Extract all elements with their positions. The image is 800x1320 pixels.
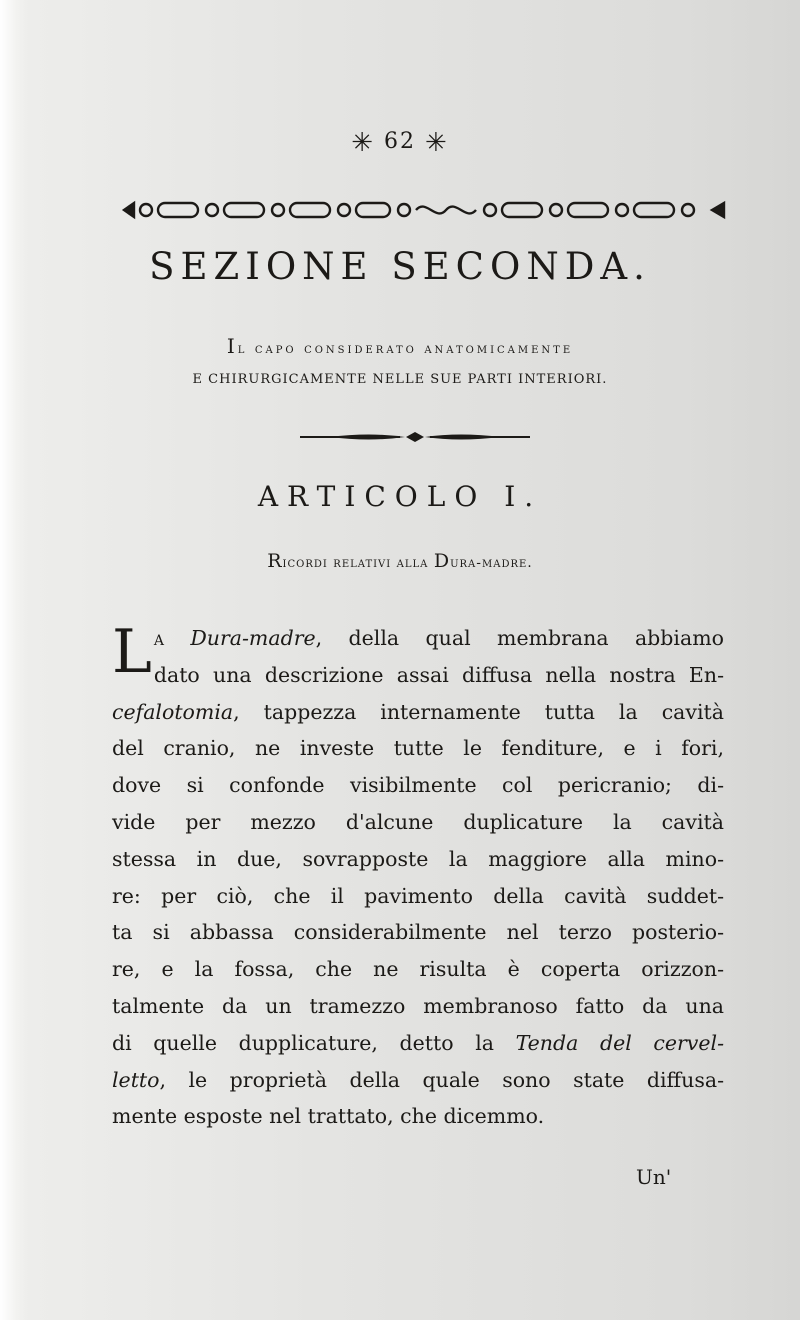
text-line: stessa in due, sovrapposte la maggiore alla mino- xyxy=(112,846,724,871)
text-line: La Dura-madre, della qual membrana abbiamo xyxy=(112,617,724,687)
text-line: re: per ciò, che il pavimento della cavità suddet- xyxy=(112,883,724,908)
body-text xyxy=(112,617,725,1135)
text-line: talmente da un tramezzo membranoso fatto da una xyxy=(112,993,724,1018)
section-subtitle-line-1: Il capo considerato anatomicamente xyxy=(226,334,574,358)
text-line: dato una descrizione assai diffusa nella nostra En- xyxy=(153,662,724,687)
text-line: del cranio, ne investe tutte le fenditure, e i fori, xyxy=(112,736,724,761)
text-line: dove si confonde visibilmente col pericranio; di- xyxy=(112,773,724,798)
page-folio xyxy=(0,128,800,158)
asterisk-ornament-icon: ✳ xyxy=(425,128,449,158)
drop-cap: L xyxy=(112,617,152,687)
article-subtitle: Ricordi relativi alla Dura-madre. xyxy=(267,550,533,572)
section-subtitle-line-2: E CHIRURGICAMENTE NELLE SUE PARTI INTERIORI. xyxy=(192,372,608,387)
article-title: ARTICOLO I. xyxy=(257,480,543,513)
text-line: letto, le proprietà della quale sono state diffusa- xyxy=(112,1067,724,1092)
catchword: Un' xyxy=(636,1165,672,1189)
page-number: 62 xyxy=(384,129,416,154)
text-line: ta si abbassa considerabilmente nel terzo posterio- xyxy=(112,920,724,945)
decorative-border-band xyxy=(120,196,730,224)
text-line: cefalotomia, tappezza internamente tutta la cavità xyxy=(112,699,724,724)
text-line: di quelle dupplicature, detto la Tenda del cervel- xyxy=(112,1030,725,1055)
text-line: mente esposte nel trattato, che dicemmo. xyxy=(112,1104,545,1129)
asterisk-ornament-icon: ✳ xyxy=(351,128,375,158)
text-line: vide per mezzo d'alcune duplicature la cavità xyxy=(112,809,724,834)
section-title: SEZIONE SECONDA. xyxy=(149,245,651,288)
text-line: re, e la fossa, che ne risulta è coperta orizzon- xyxy=(112,957,724,982)
ornamental-rule xyxy=(300,430,530,444)
page-gutter-shade xyxy=(0,0,28,1320)
